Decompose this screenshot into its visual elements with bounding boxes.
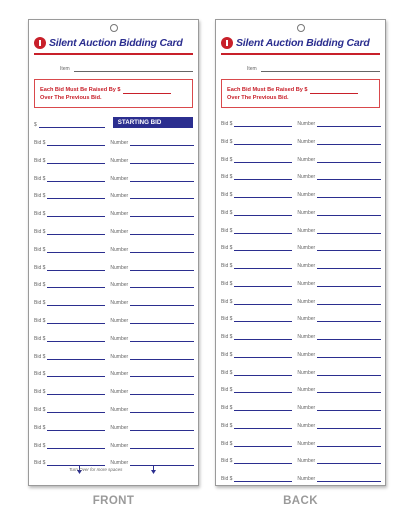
number-label: Number (110, 229, 129, 235)
bid-row (221, 261, 381, 269)
bid-row (221, 385, 381, 393)
bid-label: Bid $ (221, 387, 233, 394)
item-row (221, 66, 380, 72)
bid-row (34, 369, 194, 377)
bid-row (221, 172, 381, 180)
bid-row (34, 280, 194, 288)
bid-amount-field (234, 140, 292, 145)
bidder-number-field (130, 390, 194, 395)
bid-label: Bid $ (221, 298, 233, 305)
bidder-number-field (317, 229, 381, 234)
number-label: Number (297, 387, 316, 394)
starting-dollar: $ (34, 122, 37, 128)
number-label: Number (297, 458, 316, 465)
front-caption: FRONT (92, 495, 135, 507)
bid-label: Bid $ (34, 353, 46, 360)
bidder-number-field (317, 211, 381, 216)
hanging-hole (110, 24, 118, 32)
bid-amount-field (47, 372, 105, 377)
bid-row (34, 156, 194, 164)
bid-amount-field (47, 461, 105, 466)
starting-bid-field (39, 122, 105, 128)
raise-line2: Over The Previous Bid. (40, 95, 102, 101)
bid-label: Bid $ (34, 282, 46, 289)
bid-label: Bid $ (34, 193, 46, 200)
item-field (74, 67, 193, 72)
bid-label: Bid $ (221, 245, 233, 252)
bid-row (34, 423, 194, 431)
bidder-number-field (317, 424, 381, 429)
bid-row (221, 243, 381, 251)
bidder-number-field (130, 266, 194, 271)
raise-amount-field (123, 87, 171, 94)
bidder-number-field (317, 335, 381, 340)
bid-row (221, 208, 381, 216)
bidder-number-field (317, 282, 381, 287)
bidder-number-field (317, 353, 381, 358)
bid-row (221, 297, 381, 305)
number-label: Number (110, 335, 129, 342)
bid-label: Bid $ (34, 300, 46, 307)
bidder-number-field (317, 317, 381, 322)
bid-amount-field (234, 406, 292, 411)
bid-amount-field (234, 122, 292, 127)
bid-amount-field (47, 230, 105, 235)
bidder-number-field (130, 461, 194, 466)
bid-label: Bid $ (34, 442, 46, 449)
bid-amount-field (47, 319, 105, 324)
number-label: Number (110, 460, 129, 467)
bid-row (221, 332, 381, 340)
back-caption: BACK (283, 495, 318, 507)
item-row (34, 66, 193, 72)
bidder-number-field (130, 283, 194, 288)
number-label: Number (110, 353, 129, 360)
bidder-number-field (130, 159, 194, 164)
bid-label: Bid $ (221, 280, 233, 287)
starting-bid-label: STARTING BID (113, 117, 193, 128)
bid-amount-field (234, 442, 292, 447)
bid-row (34, 174, 194, 182)
bid-label: Bid $ (34, 335, 46, 342)
bid-row (34, 191, 194, 199)
number-label: Number (110, 407, 129, 413)
raise-box (34, 79, 193, 108)
bid-label: Bid $ (221, 227, 233, 234)
bid-label: Bid $ (34, 264, 46, 271)
bid-label: Bid $ (221, 351, 233, 358)
bid-row (221, 279, 381, 287)
number-label: Number (297, 174, 316, 181)
bid-amount-field (234, 211, 292, 216)
bid-amount-field (47, 444, 105, 449)
bidder-number-field (130, 301, 194, 306)
bidder-number-field (317, 175, 381, 180)
bid-row (34, 405, 194, 413)
bid-amount-field (234, 371, 292, 376)
bid-amount-field (47, 159, 105, 164)
bid-amount-field (234, 300, 292, 305)
bidder-number-field (317, 477, 381, 482)
number-label: Number (110, 157, 129, 164)
bidder-number-field (317, 122, 381, 127)
bid-label: Bid $ (34, 175, 46, 182)
number-label: Number (110, 442, 129, 449)
bidder-number-field (317, 246, 381, 251)
number-label: Number (297, 121, 316, 127)
number-label: Number (297, 263, 316, 269)
bid-amount-field (47, 355, 105, 360)
bidder-number-field (130, 212, 194, 217)
bidder-number-field (317, 140, 381, 145)
bid-row (221, 119, 381, 127)
number-label: Number (297, 192, 316, 198)
number-label: Number (110, 389, 129, 396)
bid-label: Bid $ (34, 246, 46, 253)
bidder-number-field (130, 337, 194, 342)
number-label: Number (110, 193, 129, 200)
bid-amount-field (47, 177, 105, 182)
bid-amount-field (47, 266, 105, 271)
number-label: Number (110, 282, 129, 289)
number-label: Number (297, 209, 316, 216)
bidder-number-field (130, 248, 194, 253)
number-label: Number (297, 422, 316, 429)
bid-label: Bid $ (34, 371, 46, 378)
bidder-number-field (130, 355, 194, 360)
item-label: Item (247, 66, 257, 72)
bid-amount-field (47, 212, 105, 217)
bid-row (34, 209, 194, 217)
number-label: Number (297, 334, 316, 340)
number-label: Number (110, 140, 129, 146)
raise-line1: Each Bid Must Be Raised By $ (227, 87, 308, 93)
raise-amount-field (310, 87, 358, 94)
back-card (215, 19, 386, 486)
bid-label: Bid $ (34, 157, 46, 164)
bid-row (34, 227, 194, 235)
bid-row (221, 439, 381, 447)
bid-amount-field (234, 459, 292, 464)
number-label: Number (297, 316, 316, 323)
number-label: Number (297, 138, 316, 145)
number-label: Number (297, 227, 316, 234)
bid-amount-field (47, 408, 105, 413)
bid-label: Bid $ (34, 460, 46, 467)
bid-amount-field (47, 194, 105, 199)
number-label: Number (110, 246, 129, 253)
bid-amount-field (234, 264, 292, 269)
bid-amount-field (234, 353, 292, 358)
item-field (261, 67, 380, 72)
bid-row (221, 155, 381, 163)
bid-row (221, 350, 381, 358)
bid-row (34, 263, 194, 271)
header-rule (34, 53, 193, 55)
number-label: Number (110, 175, 129, 182)
number-label: Number (297, 476, 316, 482)
bid-label: Bid $ (34, 229, 46, 235)
card-header (221, 35, 380, 51)
bidder-number-field (130, 141, 194, 146)
front-card (28, 19, 199, 486)
bidder-number-field (317, 193, 381, 198)
bid-amount-field (234, 175, 292, 180)
bidder-number-field (130, 194, 194, 199)
bidder-number-field (317, 300, 381, 305)
bid-row (221, 421, 381, 429)
number-label: Number (297, 156, 316, 163)
bidder-number-field (317, 158, 381, 163)
starting-bid-row (34, 116, 193, 128)
bid-row (34, 458, 194, 466)
bid-row (221, 314, 381, 322)
logo-icon (221, 37, 233, 49)
bid-amount-field (47, 390, 105, 395)
hanging-hole (297, 24, 305, 32)
number-label: Number (297, 280, 316, 287)
bid-row (221, 368, 381, 376)
number-label: Number (297, 298, 316, 305)
bid-amount-field (47, 301, 105, 306)
bid-row (34, 138, 194, 146)
bid-label: Bid $ (34, 389, 46, 396)
bid-row (221, 403, 381, 411)
bidder-number-field (317, 442, 381, 447)
number-label: Number (297, 351, 316, 358)
card-header (34, 35, 193, 51)
bid-label: Bid $ (221, 476, 233, 482)
bid-amount-field (234, 158, 292, 163)
bid-amount-field (234, 246, 292, 251)
bidder-number-field (317, 264, 381, 269)
raise-line2: Over The Previous Bid. (227, 95, 289, 101)
bid-row (34, 334, 194, 342)
number-label: Number (297, 440, 316, 447)
bidder-number-field (317, 371, 381, 376)
header-rule (221, 53, 380, 55)
bid-label: Bid $ (221, 156, 233, 163)
bid-row (34, 316, 194, 324)
bid-label: Bid $ (221, 209, 233, 216)
bid-amount-field (47, 426, 105, 431)
bidder-number-field (130, 408, 194, 413)
bidder-number-field (317, 388, 381, 393)
bid-label: Bid $ (34, 211, 46, 218)
bid-row (34, 387, 194, 395)
raise-line1: Each Bid Must Be Raised By $ (40, 87, 121, 93)
bidder-number-field (317, 459, 381, 464)
bid-label: Bid $ (34, 407, 46, 413)
bidder-number-field (130, 319, 194, 324)
bid-amount-field (234, 193, 292, 198)
bid-label: Bid $ (221, 121, 233, 127)
number-label: Number (110, 318, 129, 324)
turn-over-note: Turn Over for more spaces (69, 467, 123, 472)
number-label: Number (297, 369, 316, 376)
bid-label: Bid $ (221, 138, 233, 145)
bid-label: Bid $ (221, 192, 233, 198)
number-label: Number (110, 371, 129, 378)
bid-row (34, 441, 194, 449)
number-label: Number (110, 424, 129, 431)
bid-amount-field (47, 337, 105, 342)
bidder-number-field (130, 177, 194, 182)
bid-amount-field (234, 388, 292, 393)
bid-row (34, 352, 194, 360)
number-label: Number (110, 300, 129, 307)
bid-label: Bid $ (221, 263, 233, 269)
bid-row (34, 298, 194, 306)
bid-label: Bid $ (34, 424, 46, 431)
bid-row (221, 226, 381, 234)
number-label: Number (110, 211, 129, 218)
logo-icon (34, 37, 46, 49)
number-label: Number (297, 405, 316, 411)
bid-row (221, 474, 381, 482)
number-label: Number (297, 245, 316, 252)
card-title: Silent Auction Bidding Card (49, 37, 183, 49)
bid-amount-field (234, 229, 292, 234)
number-label: Number (110, 264, 129, 271)
bid-row (34, 245, 194, 253)
bid-label: Bid $ (221, 334, 233, 340)
bid-label: Bid $ (221, 369, 233, 376)
bid-amount-field (47, 283, 105, 288)
bid-label: Bid $ (221, 316, 233, 323)
bid-label: Bid $ (221, 440, 233, 447)
bid-label: Bid $ (221, 458, 233, 465)
card-title: Silent Auction Bidding Card (236, 37, 370, 49)
bid-amount-field (234, 282, 292, 287)
bidder-number-field (130, 426, 194, 431)
bid-amount-field (47, 141, 105, 146)
bid-label: Bid $ (34, 140, 46, 146)
bidder-number-field (130, 372, 194, 377)
bid-label: Bid $ (221, 405, 233, 411)
raise-box (221, 79, 380, 108)
bidder-number-field (130, 444, 194, 449)
bid-label: Bid $ (221, 174, 233, 181)
bid-amount-field (234, 477, 292, 482)
bid-amount-field (47, 248, 105, 253)
bid-amount-field (234, 317, 292, 322)
bid-label: Bid $ (34, 318, 46, 324)
bid-row (221, 190, 381, 198)
bid-amount-field (234, 424, 292, 429)
bidder-number-field (130, 230, 194, 235)
bid-row (221, 456, 381, 464)
bid-label: Bid $ (221, 422, 233, 429)
bidder-number-field (317, 406, 381, 411)
bid-amount-field (234, 335, 292, 340)
item-label: Item (60, 66, 70, 72)
bid-row (221, 137, 381, 145)
